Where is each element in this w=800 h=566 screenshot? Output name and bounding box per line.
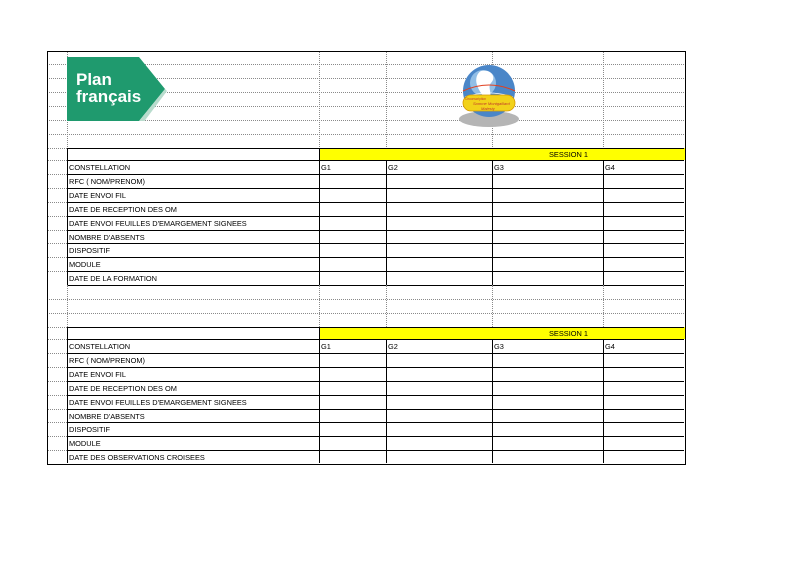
group-header-g4: G4 — [605, 163, 615, 172]
row-header-nombre-absents: NOMBRE D'ABSENTS — [69, 412, 145, 421]
globe-caption: Somme Montgaillard — [473, 101, 510, 106]
row-header-module: MODULE — [69, 439, 101, 448]
group-header-g2: G2 — [388, 342, 398, 351]
group-header-g1: G1 — [321, 163, 331, 172]
session-label: SESSION 1 — [549, 329, 589, 338]
row-header-module: MODULE — [69, 260, 101, 269]
row-header-dispositif: DISPOSITIF — [69, 246, 111, 255]
row-header-date-envoi-fil: DATE ENVOI FIL — [69, 370, 126, 379]
group-header-g1: G1 — [321, 342, 331, 351]
logo-text-line1: Plan — [76, 70, 112, 89]
row-header-dispositif: DISPOSITIF — [69, 425, 111, 434]
group-header-g3: G3 — [494, 163, 504, 172]
row-header-date-formation: DATE DE LA FORMATION — [69, 274, 158, 283]
row-header-nombre-absents: NOMBRE D'ABSENTS — [69, 233, 145, 242]
row-header-date-envoi-feuilles: DATE ENVOI FEUILLES D'EMARGEMENT SIGNEES — [69, 219, 247, 228]
row-header-constellation: CONSTELLATION — [69, 342, 131, 351]
globe-caption: Circonscription — [465, 97, 487, 101]
row-header-date-observations: DATE DES OBSERVATIONS CROISEES — [69, 453, 205, 462]
row-header-constellation: CONSTELLATION — [69, 163, 131, 172]
row-header-date-envoi-feuilles: DATE ENVOI FEUILLES D'EMARGEMENT SIGNEES — [69, 398, 247, 407]
group-header-g3: G3 — [494, 342, 504, 351]
session-label: SESSION 1 — [549, 150, 589, 159]
logo-text-line2: français — [76, 87, 142, 106]
page-outer-border — [47, 51, 686, 465]
group-header-g4: G4 — [605, 342, 615, 351]
group-header-g2: G2 — [388, 163, 398, 172]
row-header-date-reception-om: DATE DE RECEPTION DES OM — [69, 384, 177, 393]
row-header-date-envoi-fil: DATE ENVOI FIL — [69, 191, 126, 200]
row-header-rfc: RFC ( NOM/PRENOM) — [69, 177, 145, 186]
globe-caption: Malesty — [481, 106, 495, 111]
row-header-rfc: RFC ( NOM/PRENOM) — [69, 356, 145, 365]
row-header-date-reception-om: DATE DE RECEPTION DES OM — [69, 205, 177, 214]
spreadsheet-page — [47, 51, 686, 465]
